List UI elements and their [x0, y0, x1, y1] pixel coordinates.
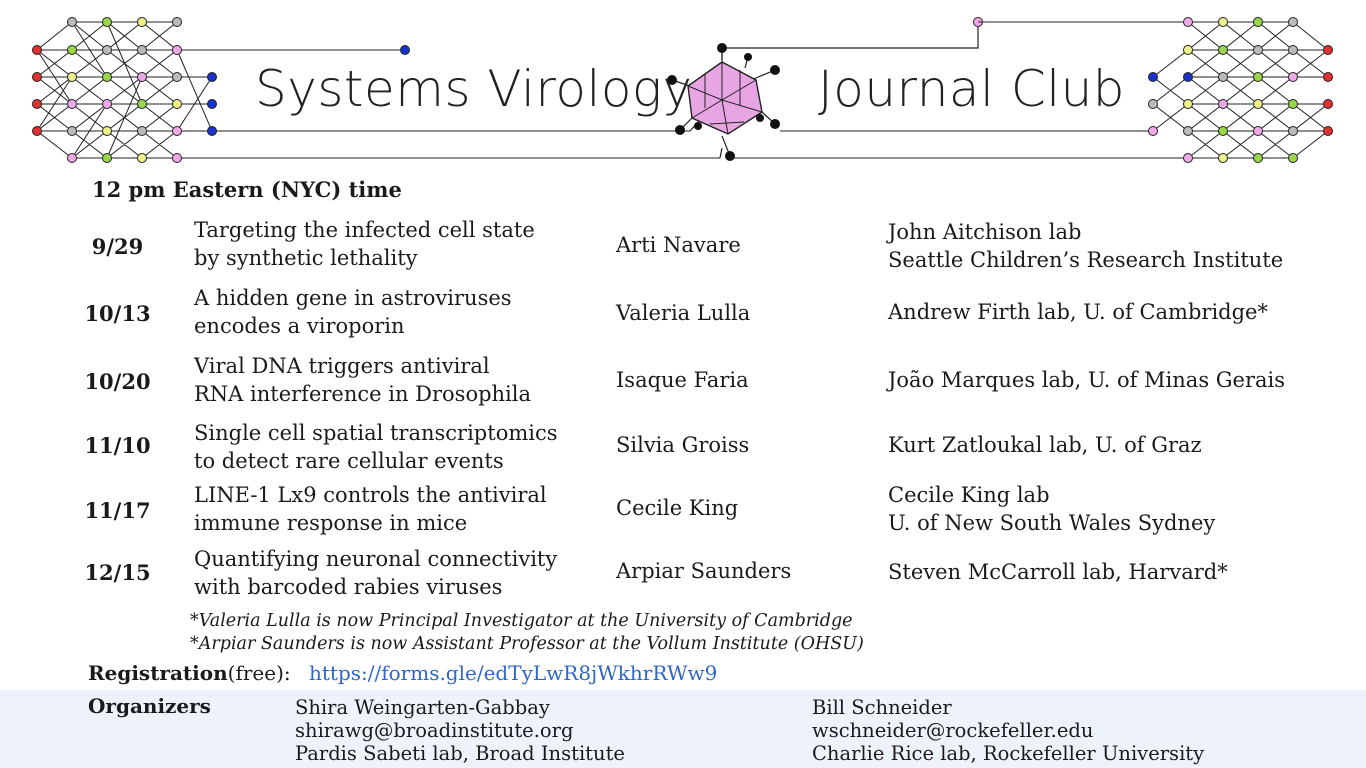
footnote-saunders: *Arpiar Saunders is now Assistant Professor at the Vollum Institute (OHSU)	[190, 634, 864, 654]
topic-line: encodes a viroporin	[194, 314, 405, 338]
schedule-row	[0, 545, 1366, 609]
row-speaker: Arpiar Saunders	[616, 559, 792, 583]
row-lab	[888, 481, 1215, 537]
organizer-email[interactable]: shirawg@broadinstitute.org	[295, 719, 574, 742]
row-date: 10/13	[84, 301, 151, 326]
lab-line: U. of New South Wales Sydney	[888, 511, 1216, 535]
row-lab	[888, 366, 1285, 394]
title-left: Systems Virology	[255, 60, 693, 118]
row-speaker: Isaque Faria	[616, 368, 749, 392]
schedule-row	[0, 419, 1366, 483]
registration	[88, 661, 717, 685]
row-speaker: Silvia Groiss	[616, 433, 750, 457]
topic-line: by synthetic lethality	[194, 246, 418, 270]
organizer-lab: Pardis Sabeti lab, Broad Institute	[295, 742, 625, 765]
topic-line: immune response in mice	[194, 511, 468, 535]
footnote-lulla: *Valeria Lulla is now Principal Investigator at the University of Cambridge	[190, 611, 853, 631]
organizer-name: Bill Schneider	[812, 696, 952, 719]
topic-line: A hidden gene in astroviruses	[194, 286, 512, 310]
topic-line: Targeting the infected cell state	[194, 218, 535, 242]
row-topic	[194, 352, 531, 408]
title-right: Journal Club	[818, 60, 1126, 118]
topic-line: Quantifying neuronal connectivity	[194, 547, 558, 571]
row-lab	[888, 558, 1228, 586]
row-topic	[194, 216, 535, 272]
topic-line: Single cell spatial transcriptomics	[194, 421, 558, 445]
registration-link[interactable]: https://forms.gle/edTyLwR8jWkhrRWw9	[308, 661, 718, 685]
lab-line: João Marques lab, U. of Minas Gerais	[888, 368, 1286, 392]
row-date: 9/29	[91, 234, 144, 259]
lab-line: Cecile King lab	[888, 483, 1050, 507]
registration-suffix: (free):	[227, 661, 291, 685]
lab-line: Andrew Firth lab, U. of Cambridge*	[888, 300, 1268, 324]
organizer-name: Shira Weingarten-Gabbay	[295, 696, 550, 719]
organizer-email[interactable]: wschneider@rockefeller.edu	[812, 719, 1094, 742]
organizer-1	[295, 696, 625, 765]
lab-line: John Aitchison lab	[888, 220, 1082, 244]
schedule-row	[0, 481, 1366, 545]
topic-line: with barcoded rabies viruses	[194, 575, 503, 599]
schedule-row	[0, 352, 1366, 416]
lab-line: Kurt Zatloukal lab, U. of Graz	[888, 433, 1202, 457]
organizers-title: Organizers	[88, 694, 211, 718]
row-lab	[888, 298, 1268, 326]
row-speaker: Arti Navare	[616, 233, 741, 257]
row-topic	[194, 545, 557, 601]
topic-line: RNA interference in Drosophila	[194, 382, 532, 406]
lab-line: Seattle Children’s Research Institute	[888, 248, 1284, 272]
schedule-row	[0, 284, 1366, 348]
topic-line: Viral DNA triggers antiviral	[194, 354, 490, 378]
row-topic	[194, 419, 558, 475]
topic-line: LINE-1 Lx9 controls the antiviral	[194, 483, 547, 507]
time-subtitle: 12 pm Eastern (NYC) time	[92, 177, 402, 202]
organizer-lab: Charlie Rice lab, Rockefeller University	[812, 742, 1205, 765]
row-lab	[888, 218, 1283, 274]
row-date: 11/10	[84, 433, 151, 458]
registration-label: Registration	[88, 661, 228, 685]
row-speaker: Valeria Lulla	[616, 301, 751, 325]
organizer-2	[812, 696, 1204, 765]
row-date: 10/20	[84, 369, 151, 394]
row-topic	[194, 481, 547, 537]
row-date: 12/15	[84, 560, 151, 585]
row-speaker: Cecile King	[616, 496, 739, 520]
schedule-row	[0, 216, 1366, 280]
footnotes	[190, 610, 864, 656]
header-banner	[0, 0, 1366, 175]
topic-line: to detect rare cellular events	[194, 449, 504, 473]
row-topic	[194, 284, 512, 340]
row-date: 11/17	[84, 498, 151, 523]
row-lab	[888, 431, 1202, 459]
lab-line: Steven McCarroll lab, Harvard*	[888, 560, 1228, 584]
